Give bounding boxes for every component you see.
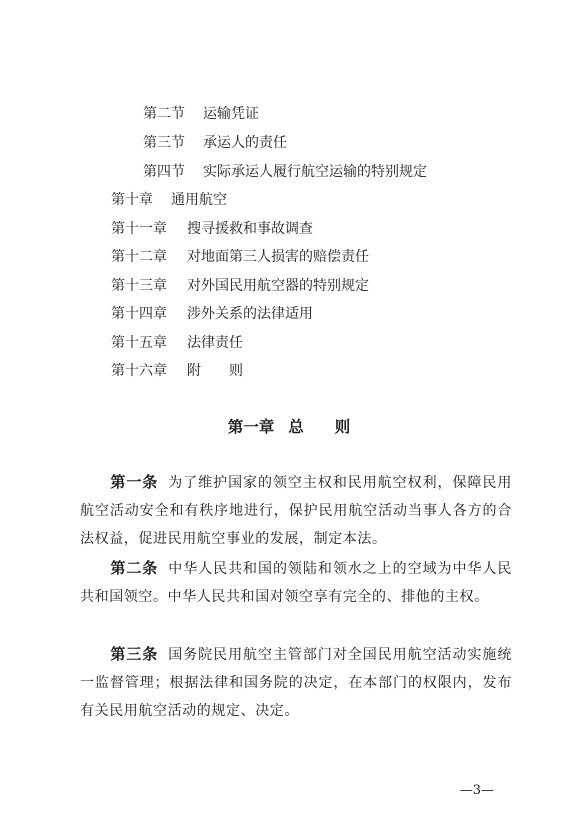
toc-chapter-16 bbox=[111, 361, 243, 381]
toc-section-2 bbox=[143, 104, 259, 124]
article-lead: 第三条 bbox=[110, 645, 159, 663]
article-2 bbox=[80, 554, 512, 611]
toc-chapter-title: 搜寻援救和事故调查 bbox=[187, 221, 313, 237]
toc-section-number: 第二节 bbox=[143, 106, 185, 122]
toc-chapter-title: 对地面第三人损害的赔偿责任 bbox=[187, 249, 369, 265]
toc-section-number: 第三节 bbox=[143, 135, 185, 151]
toc-section-title: 承运人的责任 bbox=[203, 135, 287, 151]
chapter-heading-number: 第一章 bbox=[227, 418, 275, 436]
toc-section-title: 实际承运人履行航空运输的特别规定 bbox=[203, 164, 427, 180]
article-text: 中华人民共和国的领陆和领水之上的空域为中华人民共和国领空。中华人民共和国对领空享有完全的、排他的主权。 bbox=[80, 561, 512, 605]
toc-chapter-number: 第十三章 bbox=[111, 278, 167, 294]
toc-section-3 bbox=[143, 133, 287, 153]
article-3 bbox=[80, 640, 512, 725]
article-text: 为了维护国家的领空主权和民用航空权利，保障民用航空活动安全和有秩序地进行，保护民用航空活动当事人各方的合法权益，促进民用航空事业的发展，制定本法。 bbox=[80, 475, 512, 547]
toc-chapter-15 bbox=[111, 333, 243, 353]
toc-chapter-number: 第十五章 bbox=[111, 335, 167, 351]
toc-section-number: 第四节 bbox=[143, 164, 185, 180]
article-lead: 第二条 bbox=[110, 559, 159, 577]
page-number: —3— bbox=[459, 783, 494, 798]
toc-chapter-title: 法律责任 bbox=[187, 335, 243, 351]
toc-chapter-14 bbox=[111, 304, 313, 324]
toc-chapter-number: 第十二章 bbox=[111, 249, 167, 265]
toc-chapter-number: 第十四章 bbox=[111, 306, 167, 322]
toc-chapter-title: 涉外关系的法律适用 bbox=[187, 306, 313, 322]
toc-chapter-10 bbox=[111, 190, 227, 210]
toc-chapter-12 bbox=[111, 247, 369, 267]
toc-chapter-number: 第十六章 bbox=[111, 363, 167, 379]
toc-chapter-13 bbox=[111, 276, 369, 296]
toc-section-title: 运输凭证 bbox=[203, 106, 259, 122]
toc-chapter-number: 第十一章 bbox=[111, 221, 167, 237]
chapter-heading bbox=[0, 416, 578, 438]
toc-chapter-title: 对外国民用航空器的特别规定 bbox=[187, 278, 369, 294]
toc-chapter-title: 附 则 bbox=[187, 363, 243, 379]
article-text: 国务院民用航空主管部门对全国民用航空活动实施统一监督管理；根据法律和国务院的决定，在本部门的权限内，发布有关民用航空活动的规定、决定。 bbox=[80, 647, 512, 719]
toc-chapter-title: 通用航空 bbox=[171, 192, 227, 208]
chapter-heading-title: 总 则 bbox=[288, 418, 351, 436]
article-lead: 第一条 bbox=[110, 473, 159, 491]
toc-chapter-11 bbox=[111, 219, 313, 239]
toc-section-4 bbox=[143, 162, 427, 182]
toc-chapter-number: 第十章 bbox=[111, 192, 153, 208]
article-1 bbox=[80, 468, 512, 553]
